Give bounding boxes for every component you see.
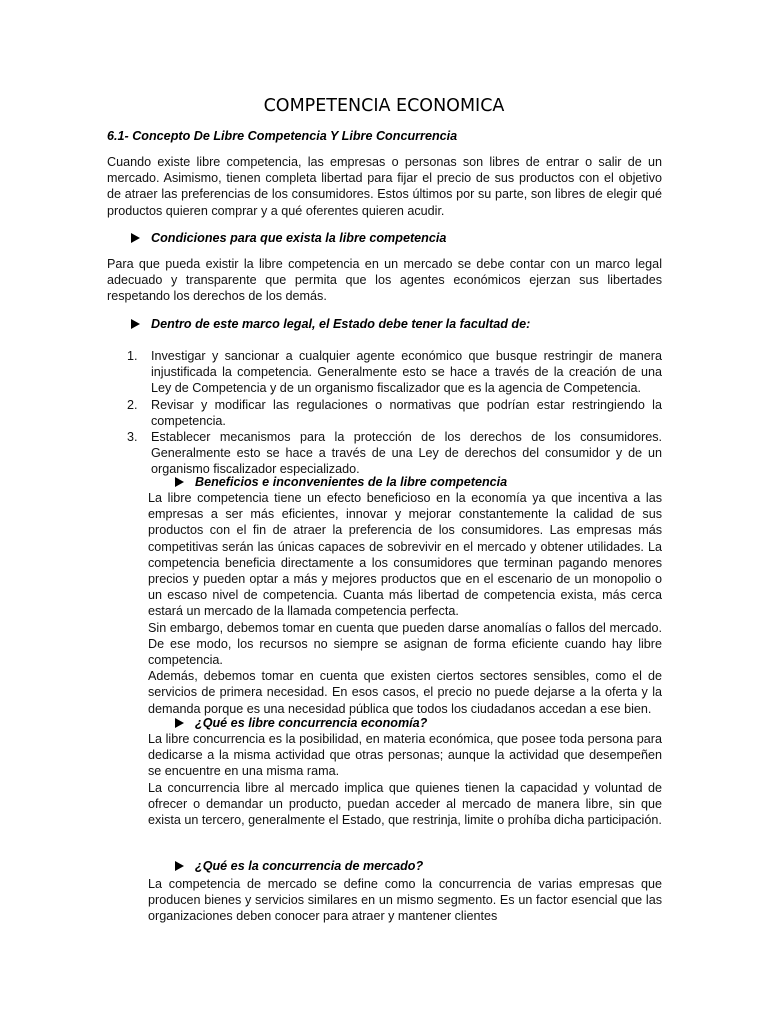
bullet-market-label: ¿Qué es la concurrencia de mercado? (195, 859, 424, 873)
bullet-market (175, 858, 423, 874)
list-item-text: Establecer mecanismos para la protección de los derechos de los consumidores. Generalmente esto se hace a través de una Ley de derechos del consumidor y de un organismo fiscalizador especializado. (151, 430, 662, 477)
list-item-number: 3. (127, 430, 138, 445)
benefits-paragraph: Además, debemos tomar en cuenta que existen ciertos sectores sensibles, como el de servicios de primera necesidad. En esos casos, el precio no puede dejarse a la oferta y la demanda porque es una necesidad pública que todos los ciudadanos accedan a ese bien. (148, 669, 662, 716)
list-item (107, 348, 662, 397)
market-section (148, 876, 662, 925)
benefits-paragraph: La libre competencia tiene un efecto beneficioso en la economía ya que incentiva a las empresas a ser más eficientes, innovar y mejorar constantemente la calidad de sus productos con el fin de atraer la preferencia de los consumidores. Las empresas más competitivas serán las únicas capaces de sobrevivir en el mercado y obtener utilidades. La competencia beneficia directamente a los consumidores que terminan pagando menores precios y pueden optar a más y mejores productos que en el escenario de un monopolio o un escaso nivel de competencia. Cuanta más libertad de competencia exista, más cerca estará un mercado de la llamada competencia perfecta. (148, 491, 662, 619)
page-title: COMPETENCIA ECONOMICA (263, 96, 505, 116)
arrow-bullet-icon (175, 718, 184, 728)
faculties-list (107, 348, 662, 478)
list-item-number: 1. (127, 349, 138, 363)
bullet-concurrence (175, 715, 427, 731)
concurrence-paragraph: La concurrencia libre al mercado implica que quienes tienen la capacidad y voluntad de ofrecer o demandar un producto, puedan acceder al mercado de manera libre, sin que exista un tercero, generalmente el Estado, que restrinja, limite o prohíba dicha participación. (148, 780, 662, 828)
bullet-benefits-label: Beneficios e inconvenientes de la libre competencia (195, 475, 508, 489)
benefits-section (148, 490, 662, 717)
arrow-bullet-icon (131, 319, 140, 329)
bullet-framework (131, 316, 530, 332)
bullet-benefits (175, 474, 507, 490)
concurrence-section (148, 731, 662, 828)
bullet-concurrence-label: ¿Qué es libre concurrencia economía? (195, 716, 428, 730)
arrow-bullet-icon (175, 477, 184, 487)
list-item (107, 429, 662, 478)
market-paragraph: La competencia de mercado se define como la concurrencia de varias empresas que producen bienes y servicios similares en un mismo segmento. Es un factor esencial que las organizaciones deben conocer para atraer y mantener clientes (148, 877, 662, 924)
list-item-text: Investigar y sancionar a cualquier agente económico que busque restringir de manera injustificada la competencia. Generalmente esto se hace a través de la creación de una Ley de Competencia y de un organismo fiscalizador que es la agencia de Competencia. (151, 349, 662, 396)
section-subtitle: 6.1- Concepto De Libre Competencia Y Libre Concurrencia (107, 129, 458, 143)
arrow-bullet-icon (131, 233, 140, 243)
bullet-conditions-label: Condiciones para que exista la libre competencia (151, 231, 447, 245)
concurrence-paragraph: La libre concurrencia es la posibilidad, en materia económica, que posee toda persona para dedicarse a la misma actividad que otras personas; aunque la actividad que desempeñen se encuentre en una misma rama. (148, 732, 662, 779)
list-item-number: 2. (127, 397, 138, 412)
bullet-conditions (131, 230, 446, 246)
conditions-paragraph: Para que pueda existir la libre competencia en un mercado se debe contar con un marco legal adecuado y transparente que permita que los agentes económicos ejerzan sus libertades respetando los derechos de los demás. (107, 257, 662, 304)
bullet-framework-label: Dentro de este marco legal, el Estado debe tener la facultad de: (151, 317, 531, 331)
benefits-paragraph: Sin embargo, debemos tomar en cuenta que pueden darse anomalías o fallos del mercado. De ese modo, los recursos no siempre se asignan de forma eficiente cuando hay libre competencia. (148, 620, 662, 668)
intro-paragraph: Cuando existe libre competencia, las empresas o personas son libres de entrar o salir de un mercado. Asimismo, tienen completa libertad para fijar el precio de sus productos con el objetivo de atraer las preferencias de los consumidores. Estos últimos por su parte, son libres de elegir qué productos quieren comprar y a qué oferentes quieren acudir. (107, 155, 662, 218)
list-item-text: Revisar y modificar las regulaciones o normativas que podrían estar restringiendo la competencia. (151, 397, 662, 428)
arrow-bullet-icon (175, 861, 184, 871)
list-item (107, 397, 662, 429)
